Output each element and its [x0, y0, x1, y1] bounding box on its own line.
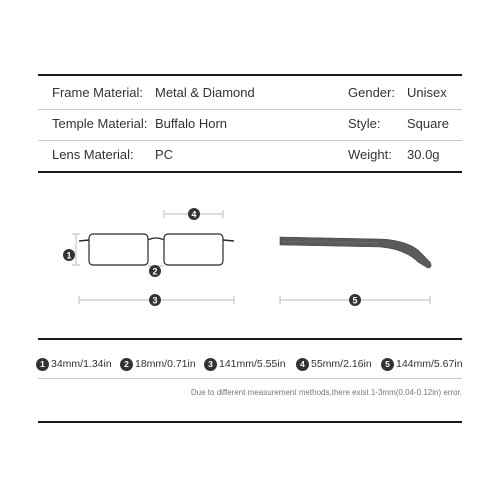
measurement-1-value: 34mm/1.34in	[51, 358, 112, 370]
measurement-1	[36, 355, 112, 373]
spec-value: Buffalo Horn	[155, 116, 228, 131]
measurement-4-value: 55mm/2.16in	[311, 358, 372, 370]
spec-value: Square	[407, 116, 449, 131]
spec-value: Metal & Diamond	[155, 85, 255, 100]
spec-label: Lens Material:	[52, 147, 134, 162]
marker-5-label: 5	[352, 295, 358, 306]
measurement-5-value: 144mm/5.67in	[396, 358, 463, 370]
spec-value: PC	[155, 147, 174, 162]
dimension-2-guide	[148, 265, 164, 277]
measurements-top-rule	[38, 338, 462, 340]
right-lens	[164, 234, 223, 265]
spec-label: Weight:	[348, 147, 392, 162]
bridge	[148, 238, 164, 240]
measurement-2-value: 18mm/0.71in	[135, 358, 196, 370]
marker-2-label: 2	[152, 266, 158, 277]
spec-label: Temple Material:	[52, 116, 148, 131]
measurement-2	[120, 355, 196, 373]
measurement-5	[381, 355, 463, 373]
dimension-4-guide	[164, 208, 223, 220]
spec-value: 30.0g	[407, 147, 440, 162]
measurement-5-badge: 5	[381, 358, 394, 371]
spec-value: Unisex	[407, 85, 447, 100]
measurements-row	[36, 355, 466, 373]
measurement-3	[204, 355, 286, 373]
marker-4-label: 4	[191, 209, 197, 220]
measurement-4-badge: 4	[296, 358, 309, 371]
measurements-divider	[38, 378, 462, 379]
measurement-3-value: 141mm/5.55in	[219, 358, 286, 370]
measurement-error-note: Due to different measurement methods,there exist 1-3mm(0.04-0.12in) error.	[190, 388, 462, 397]
dimension-1-guide	[63, 234, 80, 265]
right-hinge	[223, 240, 234, 241]
measurement-2-badge: 2	[120, 358, 133, 371]
temple-side-view	[280, 237, 431, 268]
glasses-front-view	[79, 234, 234, 265]
left-hinge	[79, 240, 89, 241]
marker-3-label: 3	[152, 295, 158, 306]
spec-label: Style:	[348, 116, 381, 131]
measurement-1-badge: 1	[36, 358, 49, 371]
measurement-4	[296, 355, 372, 373]
dimension-5-guide	[280, 294, 430, 306]
spec-label: Frame Material:	[52, 85, 144, 100]
measurement-3-badge: 3	[204, 358, 217, 371]
marker-1-label: 1	[66, 250, 72, 261]
left-lens	[89, 234, 148, 265]
spec-label: Gender:	[348, 85, 395, 100]
dimension-3-guide	[79, 294, 234, 306]
bottom-rule	[38, 421, 462, 423]
